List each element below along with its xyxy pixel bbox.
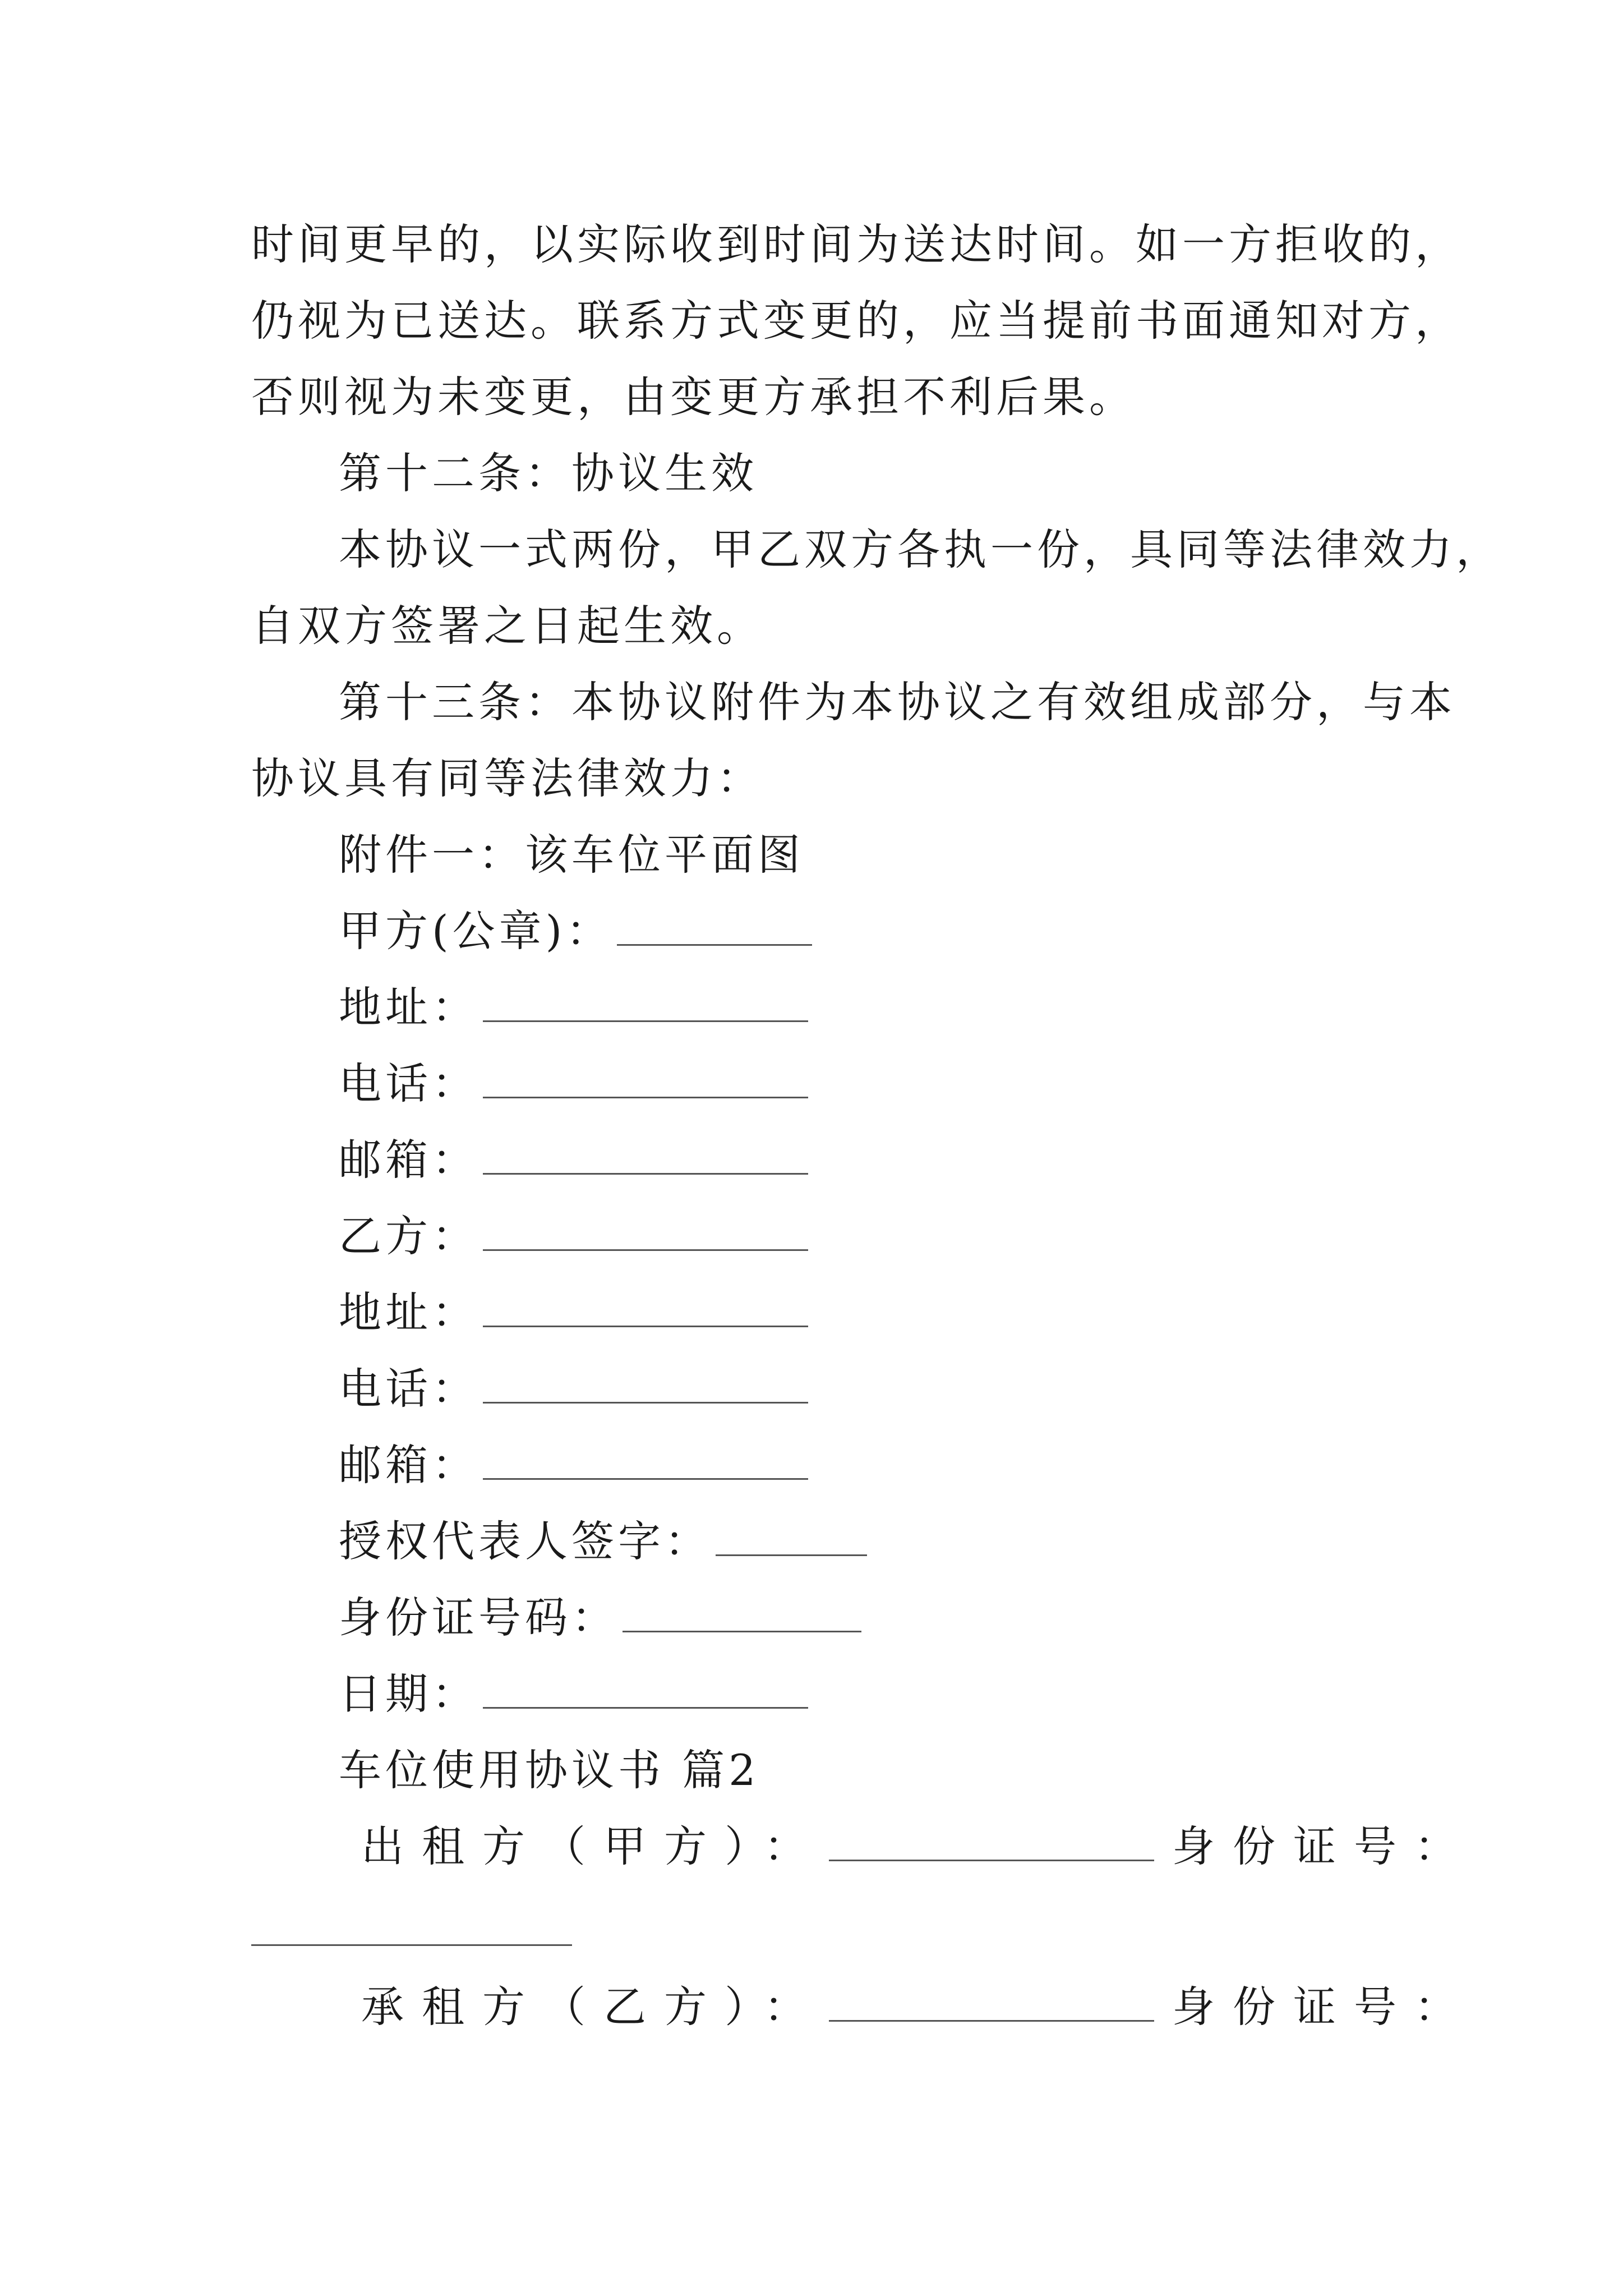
field-label: 日期： (339, 1669, 478, 1719)
fill-in-blank[interactable] (483, 1063, 808, 1098)
lessor-id-label: 身份证号： (1172, 1821, 1475, 1871)
field-label: 邮箱： (339, 1440, 478, 1490)
section-2-title: 车位使用协议书 篇2 (339, 1745, 760, 1795)
party-b-address-field (339, 1286, 808, 1340)
fill-in-blank[interactable] (483, 1292, 808, 1327)
fill-in-blank[interactable] (829, 1826, 1154, 1861)
party-b-phone-field (339, 1362, 808, 1416)
field-label: 乙方： (339, 1211, 478, 1261)
article-13-heading: 第十三条：本协议附件为本协议之有效组成部分，与本 (339, 677, 1456, 727)
fill-in-blank[interactable] (483, 1444, 808, 1480)
party-a-email-field (339, 1133, 808, 1187)
lessee-line (361, 1980, 1475, 2034)
paragraph-line: 仍视为已送达。联系方式变更的，应当提前书面通知对方， (251, 296, 1461, 346)
fill-in-blank[interactable] (829, 1986, 1154, 2022)
lessor-line (361, 1820, 1475, 1874)
party-a-phone-field (339, 1057, 808, 1111)
fill-in-blank[interactable] (617, 910, 812, 946)
party-a-address-field (339, 981, 808, 1034)
lessee-label: 承租方（乙方）： (361, 1982, 824, 2032)
field-label: 电话： (339, 1059, 478, 1108)
fill-in-blank[interactable] (483, 1368, 808, 1404)
lessee-id-label: 身份证号： (1172, 1982, 1475, 2032)
field-label: 身份证号码： (339, 1593, 618, 1642)
field-label: 甲方(公章)： (339, 906, 613, 956)
paragraph-line: 时间更早的，以实际收到时间为送达时间。如一方拒收的， (251, 219, 1461, 269)
field-label: 地址： (339, 1287, 478, 1337)
fill-in-blank[interactable] (716, 1521, 867, 1556)
article-12-heading: 第十二条：协议生效 (339, 448, 758, 498)
paragraph-line: 本协议一式两份，甲乙双方各执一份，具同等法律效力， (339, 524, 1502, 574)
fill-in-blank[interactable] (251, 1944, 572, 1946)
party-b-email-field (339, 1438, 808, 1492)
fill-in-blank[interactable] (483, 1673, 808, 1709)
paragraph-line: 否则视为未变更，由变更方承担不利后果。 (251, 372, 1136, 422)
field-label: 电话： (339, 1364, 478, 1414)
lessor-label: 出租方（甲方）： (361, 1821, 824, 1871)
fill-in-blank[interactable] (483, 1216, 808, 1251)
field-label: 邮箱： (339, 1135, 478, 1185)
paragraph-line: 协议具有同等法律效力： (251, 753, 763, 803)
date-field (339, 1667, 808, 1721)
fill-in-blank[interactable] (483, 1139, 808, 1175)
party-a-seal-field (339, 904, 812, 958)
representative-signature-field (339, 1515, 867, 1568)
field-label: 地址： (339, 982, 478, 1032)
party-b-field (339, 1209, 808, 1263)
id-number-field (339, 1591, 861, 1645)
fill-in-blank[interactable] (623, 1597, 861, 1632)
field-label: 授权代表人签字： (339, 1516, 711, 1566)
fill-in-blank[interactable] (483, 987, 808, 1022)
paragraph-line: 自双方签署之日起生效。 (251, 601, 763, 651)
annex-item: 附件一：该车位平面图 (339, 830, 804, 880)
